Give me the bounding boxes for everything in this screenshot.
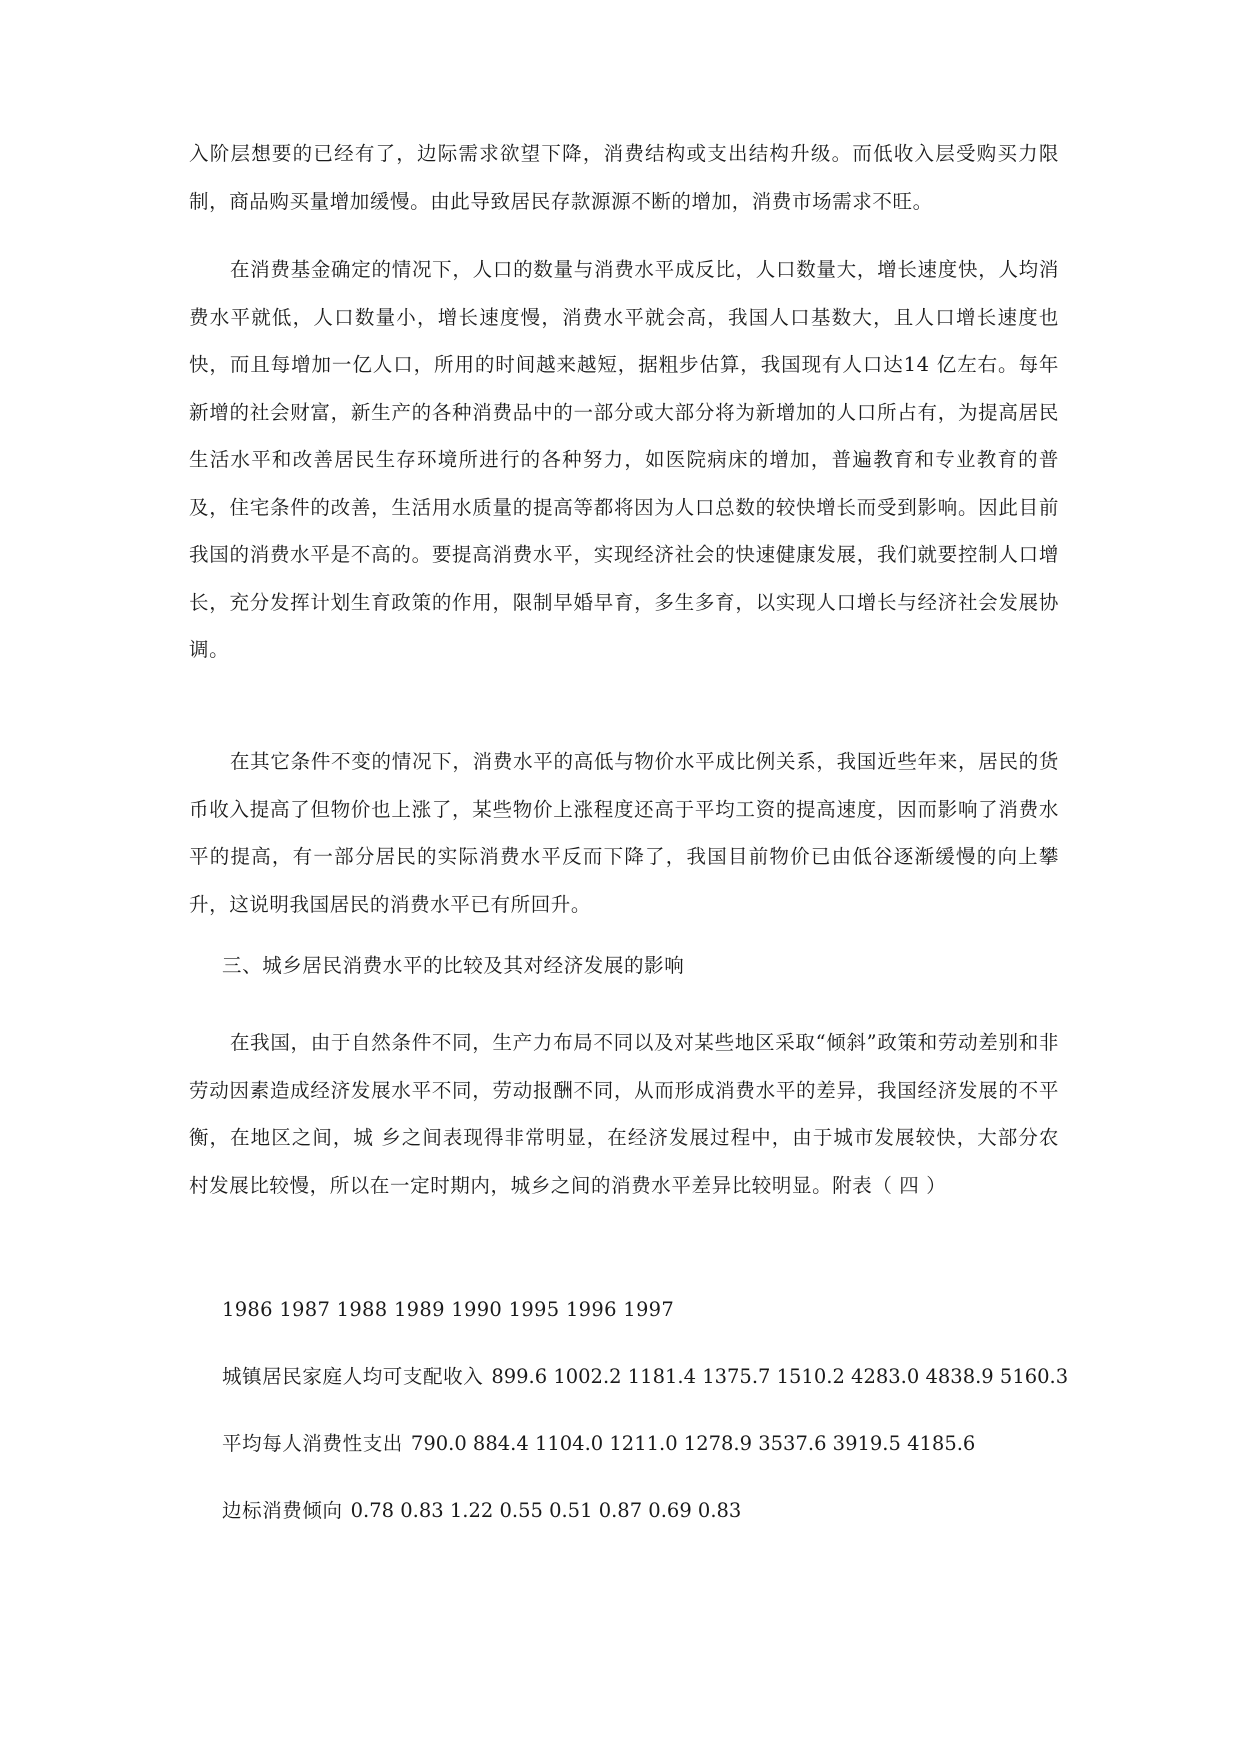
- table-years-row: 1986 1987 1988 1989 1990 1995 1996 1997: [222, 1298, 675, 1321]
- paragraph-1: 入阶层想要的已经有了，边际需求欲望下降，消费结构或支出结构升级。而低收入层受购买力限制，商品购买量增加缓慢。由此导致居民存款源源不断的增加，消费市场需求不旺。: [189, 142, 1059, 213]
- paragraph-2: 在消费基金确定的情况下，人口的数量与消费水平成反比，人口数量大，增长速度快，人均消费水平就低，人口数量小，增长速度慢，消费水平就会高，我国人口基数大，且人口增长速度也快，而且每增加一亿人口，所用的时间越来越短，据粗步估算，我国现有人口达14 亿左右。每年新增的社会财富，新生产的各种消费品中的一部分或大部分将为新增加的人口所占有，为提高居民生活水平和改善居民生存环境所进行的各种努力，如医院病床的增加，普遍教育和专业教育的普及，住宅条件的改善，生活用水质量的提高等都将因为人口总数的较快增长而受到影响。因此目前我国的消费水平是不高的。要提高消费水平，实现经济社会的快速健康发展，我们就要控制人口增长，充分发挥计划生育政策的作用，限制早婚早育，多生多育，以实现人口增长与经济社会发展协调。: [189, 258, 1059, 661]
- section-heading: 三、城乡居民消费水平的比较及其对经济发展的影响: [222, 954, 685, 977]
- table-row-values: 899.6 1002.2 1181.4 1375.7 1510.2 4283.0 4838.9 5160.3: [491, 1365, 1069, 1388]
- paragraph-4: 在我国，由于自然条件不同，生产力布局不同以及对某些地区采取“倾斜”政策和劳动差别和非劳动因素造成经济发展水平不同，劳动报酬不同，从而形成消费水平的差异，我国经济发展的不平衡，在地区之间，城 乡之间表现得非常明显，在经济发展过程中，由于城市发展较快，大部分农村发展比较慢，所以在一定时期内，城乡之间的消费水平差异比较明显。附表（ 四 ）: [189, 1031, 1059, 1197]
- paragraph-3: 在其它条件不变的情况下，消费水平的高低与物价水平成比例关系，我国近些年来，居民的货币收入提高了但物价也上涨了，某些物价上涨程度还高于平均工资的提高速度，因而影响了消费水平的提高，有一部分居民的实际消费水平反而下降了，我国目前物价已由低谷逐渐缓慢的向上攀升，这说明我国居民的消费水平已有所回升。: [189, 750, 1059, 916]
- table-row-values: 0.78 0.83 1.22 0.55 0.51 0.87 0.69 0.83: [350, 1499, 742, 1522]
- table-row: [222, 1363, 1068, 1391]
- table-row-label: 城镇居民家庭人均可支配收入: [222, 1365, 484, 1388]
- table-row: [222, 1430, 975, 1458]
- table-row: [222, 1497, 741, 1525]
- table-row-label: 边标消费倾向: [222, 1499, 343, 1522]
- table-row-values: 790.0 884.4 1104.0 1211.0 1278.9 3537.6 3919.5 4185.6: [410, 1432, 976, 1455]
- table-row-label: 平均每人消费性支出: [222, 1432, 403, 1455]
